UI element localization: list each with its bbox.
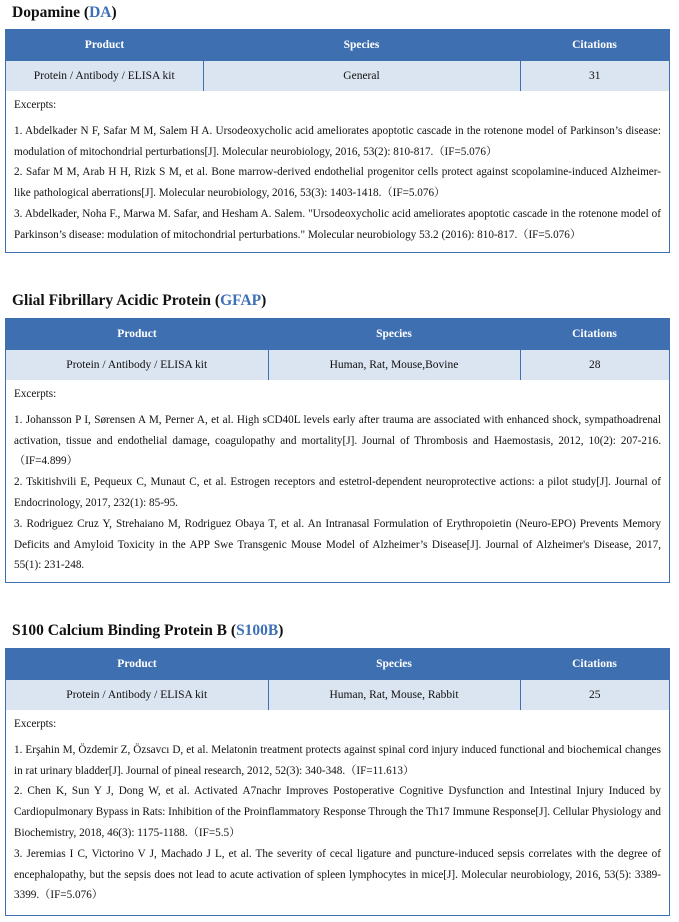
table-row — [6, 61, 669, 92]
header-species: Species — [203, 30, 520, 61]
header-citations: Citations — [520, 319, 669, 350]
excerpt-item: 2. Tskitishvili E, Pequeux C, Munaut C, et al. Estrogen receptors and estetrol-dependent neuroprotective actions: a pilot study[J]. Journal of Endocrinology, 2017, 232(1): 85-95. — [14, 476, 661, 509]
product-table — [6, 319, 669, 380]
header-citations: Citations — [520, 30, 669, 61]
cell-species: General — [203, 61, 520, 92]
excerpt-item: 1. Abdelkader N F, Safar M M, Salem H A. Ursodeoxycholic acid ameliorates apoptotic cascade in the rotenone model of Parkinson’s disease: modulation of mitochondrial perturbations[J]. Molecular neurobiology, 2016, 53(2): 810-817.（IF=5.076） — [14, 124, 661, 158]
title-abbreviation: DA — [89, 4, 112, 21]
title-suffix: ) — [111, 4, 117, 21]
title-text: S100 Calcium Binding Protein B ( — [12, 622, 237, 639]
cell-citations: 25 — [520, 680, 669, 711]
excerpts — [6, 380, 669, 576]
title-suffix: ) — [261, 292, 267, 309]
excerpt-item: 3. Rodriguez Cruz Y, Strehaiano M, Rodriguez Obaya T, et al. An Intranasal Formulation of Erythropoietin (Neuro-EPO) Prevents Memory Deficits and Amyloid Toxicity in the APP Swe Transgenic Mouse Model of Alzheimer’s Disease[J]. Journal of Alzheimer's Disease, 2017, 55(1): 231-248. — [14, 517, 661, 572]
title-text: Dopamine ( — [12, 4, 90, 21]
product-card — [5, 318, 670, 583]
product-card — [5, 29, 670, 253]
excerpt-item: 2. Safar M M, Arab H H, Rizk S M, et al. Bone marrow-derived endothelial progenitor cells protect against scopolamine-induced Alzheimer-like pathological aberrations[J]. Molecular neurobiology, 2016, 53(3): 1403-1418.（IF=5.076） — [14, 166, 661, 200]
excerpt-item: 3. Abdelkader, Noha F., Marwa M. Safar, and Hesham A. Salem. "Ursodeoxycholic acid ameliorates apoptotic cascade in the rotenone model of Parkinson’s disease: modulation of mitochondrial perturbations." Molecular neurobiology 53.2 (2016): 810-817.（IF=5.076） — [14, 207, 661, 241]
cell-product: Protein / Antibody / ELISA kit — [6, 350, 268, 381]
excerpt-item: 1. Johansson P I, Sørensen A M, Perner A, et al. High sCD40L levels early after trauma are associated with enhanced shock, sympathoadrenal activation, tissue and endothelial damage, coagulopathy and mortality[J]. Journal of Thrombosis and Haemostasis, 2012, 10(2): 207-216.（IF=4.899） — [14, 413, 661, 468]
excerpt-item: 1. Erşahin M, Özdemir Z, Özsavcı D, et al. Melatonin treatment protects against spinal cord injury induced functional and biochemical changes in rat urinary bladder[J]. Journal of pineal research, 2012, 52(3): 340-348.（IF=11.613） — [14, 743, 661, 777]
product-table — [6, 649, 669, 710]
header-product: Product — [6, 649, 268, 680]
section-title — [12, 292, 266, 310]
title-text: Glial Fibrillary Acidic Protein ( — [12, 292, 221, 309]
excerpts-label: Excerpts: — [14, 99, 57, 111]
header-product: Product — [6, 319, 268, 350]
excerpts — [6, 91, 669, 246]
table-header-row — [6, 649, 669, 680]
table-header-row — [6, 319, 669, 350]
excerpts-label: Excerpts: — [14, 718, 57, 730]
section-title — [12, 622, 283, 640]
cell-product: Protein / Antibody / ELISA kit — [6, 61, 203, 92]
header-product: Product — [6, 30, 203, 61]
table-header-row — [6, 30, 669, 61]
title-abbreviation: GFAP — [220, 292, 262, 309]
cell-citations: 31 — [520, 61, 669, 92]
cell-species: Human, Rat, Mouse, Rabbit — [268, 680, 520, 711]
excerpt-item: 2. Chen K, Sun Y J, Dong W, et al. Activated Α7nachr Improves Postoperative Cognitive Dysfunction and Intestinal Injury Induced by Cardiopulmonary Bypass in Rats: Inhibition of the Proinflammatory Response Through the Th17 Immune Response[J]. Cellular Physiology and Biochemistry, 2018, 46(3): 1175-1188.（IF=5.5） — [14, 785, 661, 839]
header-species: Species — [268, 319, 520, 350]
header-species: Species — [268, 649, 520, 680]
product-table — [6, 30, 669, 91]
excerpt-item: 3. Jeremias I C, Victorino V J, Machado J L, et al. The severity of cecal ligature and puncture-induced sepsis correlates with the degree of encephalopathy, but the sepsis does not lead to acute activation of spleen lymphocytes in mice[J]. Molecular neurobiology, 2016, 53(5): 3389-3399.（IF=5.076） — [14, 847, 661, 902]
table-row — [6, 350, 669, 381]
cell-product: Protein / Antibody / ELISA kit — [6, 680, 268, 711]
header-citations: Citations — [520, 649, 669, 680]
cell-citations: 28 — [520, 350, 669, 381]
excerpts-label: Excerpts: — [14, 388, 57, 400]
excerpts — [6, 710, 669, 906]
product-card — [5, 648, 670, 916]
section-title — [12, 4, 117, 22]
title-suffix: ) — [278, 622, 284, 639]
cell-species: Human, Rat, Mouse,Bovine — [268, 350, 520, 381]
title-abbreviation: S100B — [236, 622, 279, 639]
table-row — [6, 680, 669, 711]
